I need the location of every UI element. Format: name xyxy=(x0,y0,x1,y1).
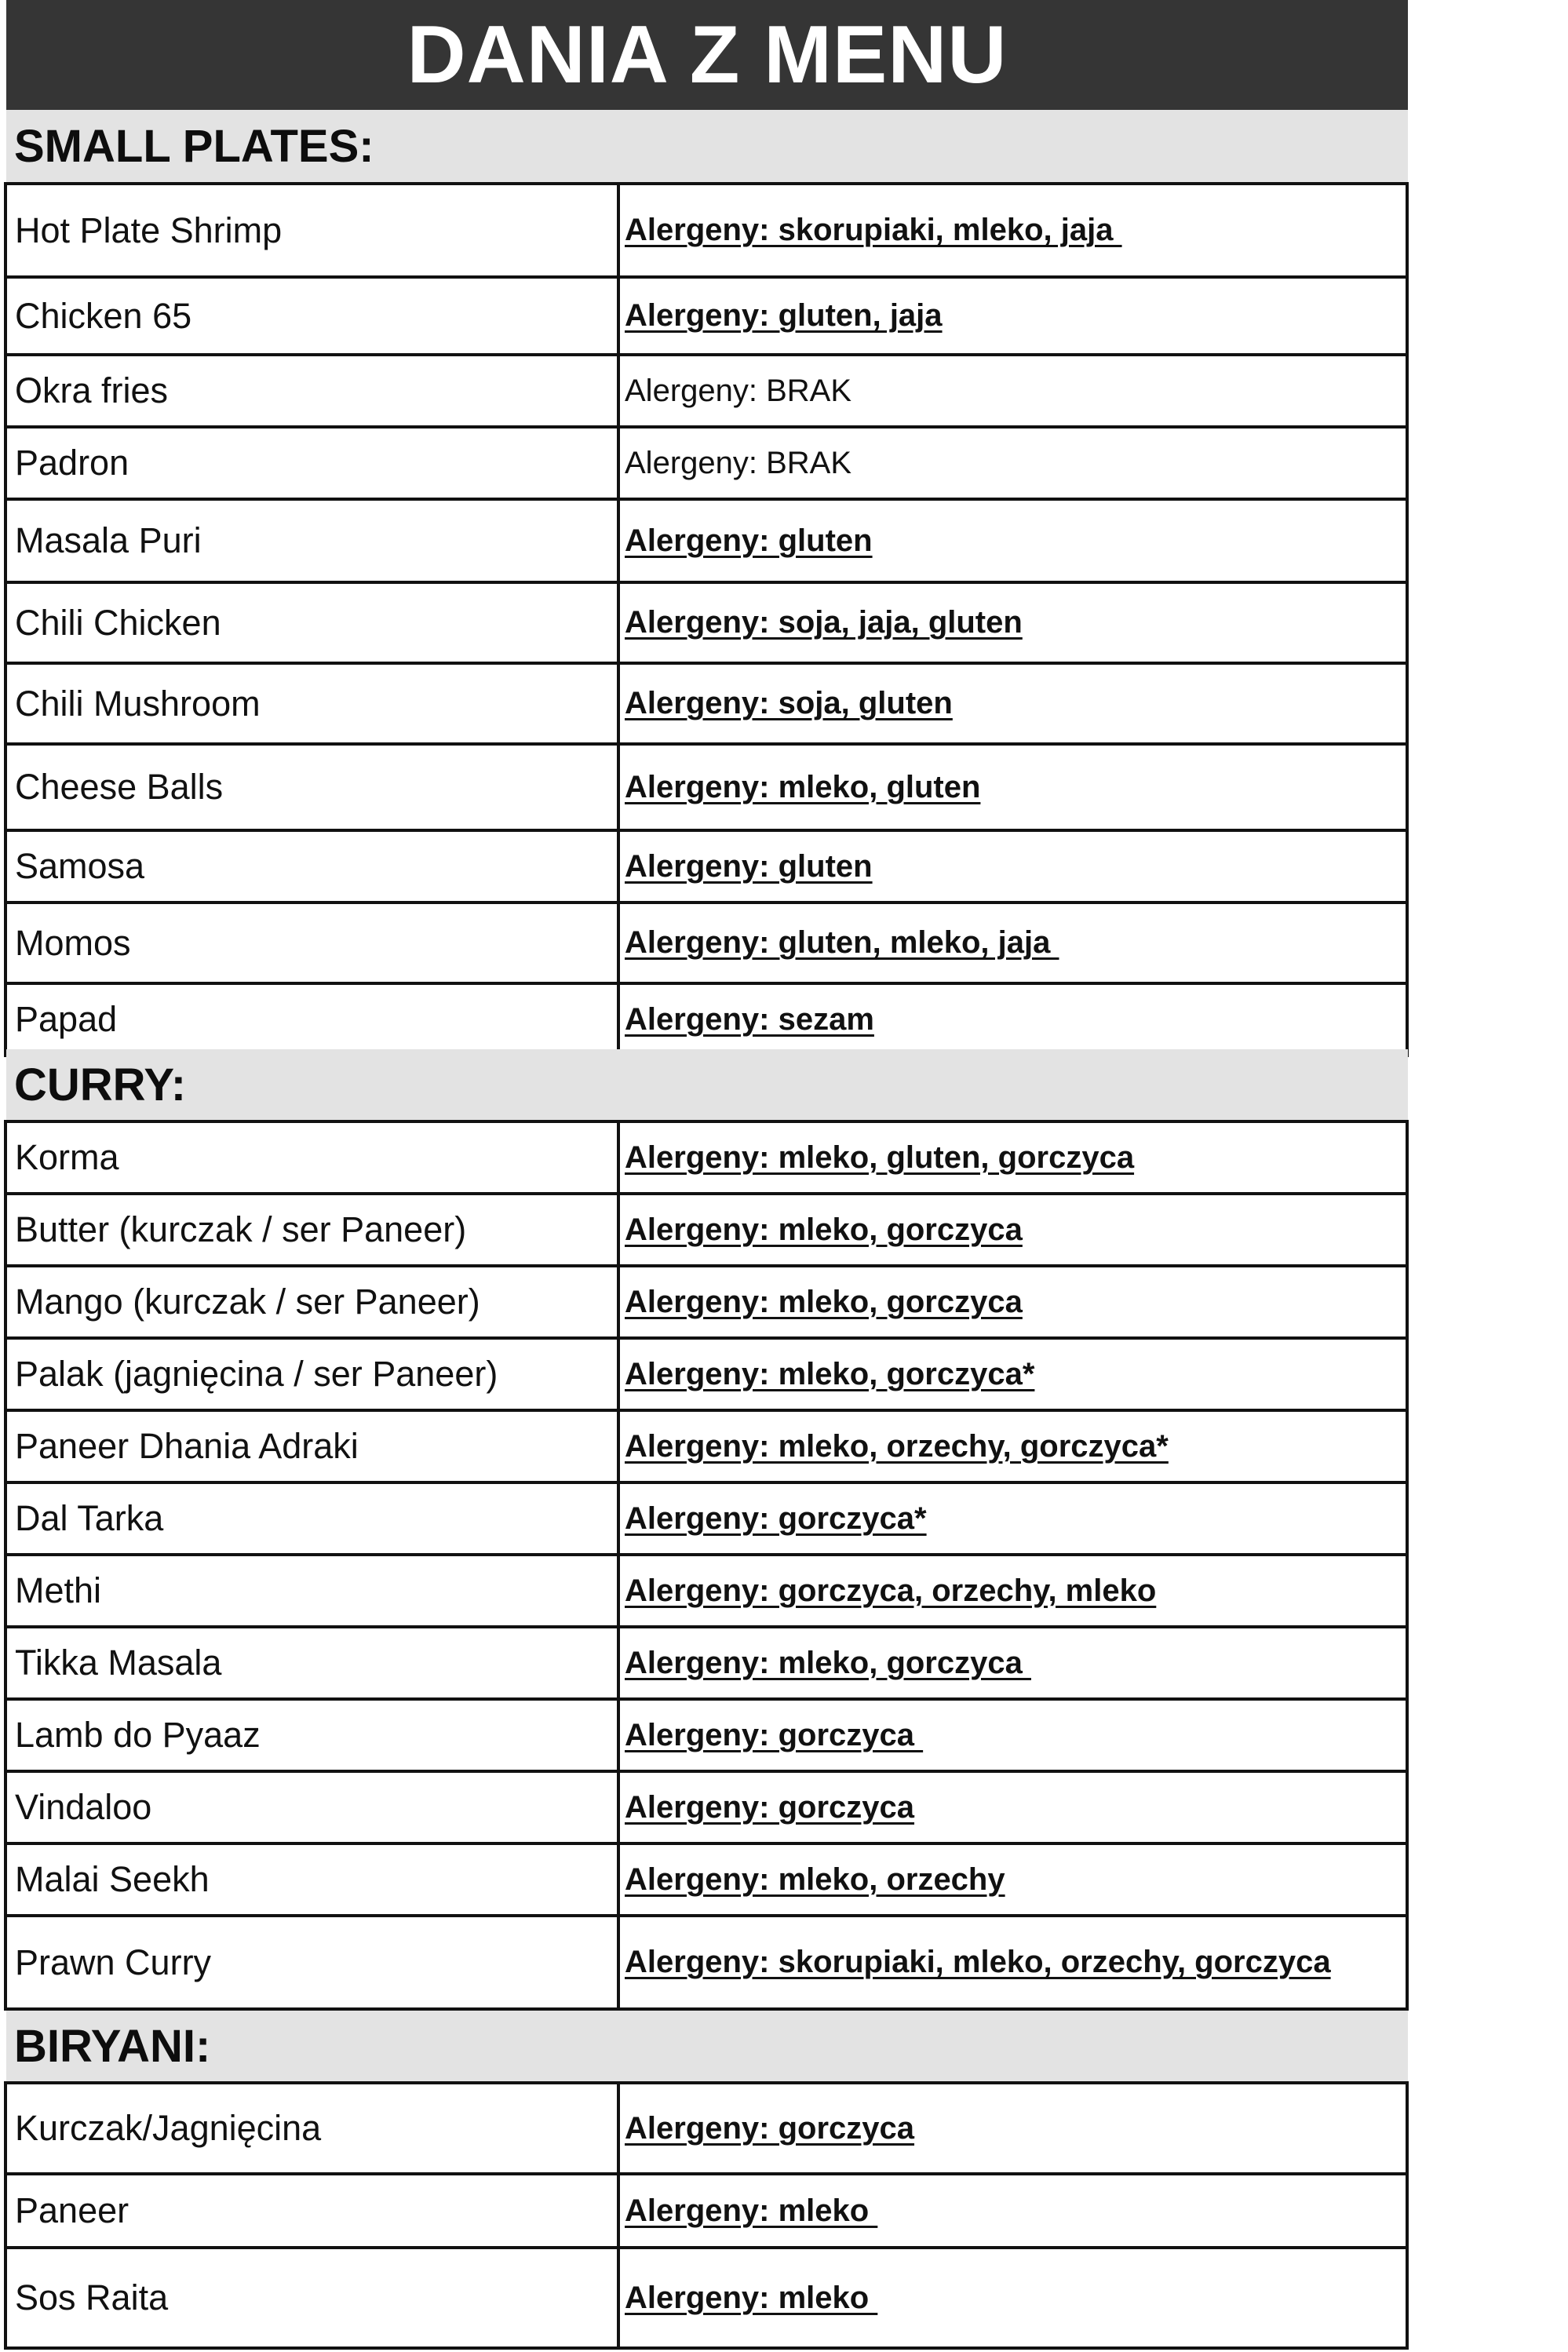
dish-name: Palak (jagnięcina / ser Paneer) xyxy=(5,1338,618,1410)
dish-name: Dal Tarka xyxy=(5,1482,618,1555)
table-row xyxy=(5,2174,1407,2248)
dish-name: Mango (kurczak / ser Paneer) xyxy=(5,1266,618,1338)
table-row xyxy=(5,1771,1407,1843)
table-row xyxy=(5,1338,1407,1410)
table-row xyxy=(5,1627,1407,1699)
dish-name: Papad xyxy=(5,983,618,1056)
dish-name: Cheese Balls xyxy=(5,744,618,830)
allergen-info: Alergeny: gluten xyxy=(618,499,1407,582)
allergen-info: Alergeny: skorupiaki, mleko, jaja xyxy=(618,184,1407,277)
table-row xyxy=(5,1916,1407,2009)
table-row xyxy=(5,184,1407,277)
dish-name: Prawn Curry xyxy=(5,1916,618,2009)
table-row xyxy=(5,277,1407,355)
table-row xyxy=(5,427,1407,499)
dish-name: Vindaloo xyxy=(5,1771,618,1843)
allergen-info: Alergeny: skorupiaki, mleko, orzechy, gorczyca xyxy=(618,1916,1407,2009)
table-row xyxy=(5,1194,1407,1266)
table-row xyxy=(5,1843,1407,1916)
dish-name: Masala Puri xyxy=(5,499,618,582)
allergen-info: Alergeny: mleko, gorczyca* xyxy=(618,1338,1407,1410)
allergen-info: Alergeny: mleko, orzechy xyxy=(618,1843,1407,1916)
allergen-info: Alergeny: gorczyca* xyxy=(618,1482,1407,1555)
allergen-info: Alergeny: mleko xyxy=(618,2174,1407,2248)
allergen-info: Alergeny: mleko, gluten xyxy=(618,744,1407,830)
allergen-info: Alergeny: mleko, gluten, gorczyca xyxy=(618,1121,1407,1194)
dish-name: Sos Raita xyxy=(5,2248,618,2348)
page-title: DANIA Z MENU xyxy=(6,0,1408,110)
dish-name: Paneer Dhania Adraki xyxy=(5,1410,618,1482)
dish-name: Korma xyxy=(5,1121,618,1194)
allergen-info: Alergeny: gorczyca xyxy=(618,2083,1407,2174)
allergen-info: Alergeny: mleko, gorczyca xyxy=(618,1194,1407,1266)
dish-name: Malai Seekh xyxy=(5,1843,618,1916)
allergen-info: Alergeny: gorczyca xyxy=(618,1771,1407,1843)
allergen-info: Alergeny: gluten, jaja xyxy=(618,277,1407,355)
allergen-info: Alergeny: mleko, gorczyca xyxy=(618,1627,1407,1699)
dish-name: Samosa xyxy=(5,830,618,903)
table-row xyxy=(5,983,1407,1056)
table-row xyxy=(5,1266,1407,1338)
allergen-info: Alergeny: sezam xyxy=(618,983,1407,1056)
allergen-info: Alergeny: mleko, gorczyca xyxy=(618,1266,1407,1338)
table-row xyxy=(5,582,1407,663)
table-row xyxy=(5,663,1407,744)
dish-name: Lamb do Pyaaz xyxy=(5,1699,618,1771)
allergen-info: Alergeny: BRAK xyxy=(618,355,1407,427)
dish-name: Okra fries xyxy=(5,355,618,427)
dish-name: Methi xyxy=(5,1555,618,1627)
table-row xyxy=(5,1410,1407,1482)
allergen-info: Alergeny: gorczyca, orzechy, mleko xyxy=(618,1555,1407,1627)
allergen-info: Alergeny: mleko, orzechy, gorczyca* xyxy=(618,1410,1407,1482)
dish-name: Momos xyxy=(5,903,618,983)
table-row xyxy=(5,1121,1407,1194)
dish-name: Chili Chicken xyxy=(5,582,618,663)
table-row xyxy=(5,1555,1407,1627)
dish-name: Chili Mushroom xyxy=(5,663,618,744)
table-row xyxy=(5,744,1407,830)
table-row xyxy=(5,1699,1407,1771)
table-row xyxy=(5,2248,1407,2348)
dish-name: Butter (kurczak / ser Paneer) xyxy=(5,1194,618,1266)
allergen-info: Alergeny: gluten xyxy=(618,830,1407,903)
section-heading: SMALL PLATES: xyxy=(6,110,1408,182)
allergen-table xyxy=(4,182,1409,1057)
table-row xyxy=(5,830,1407,903)
dish-name: Padron xyxy=(5,427,618,499)
dish-name: Paneer xyxy=(5,2174,618,2248)
table-row xyxy=(5,1482,1407,1555)
allergen-info: Alergeny: soja, gluten xyxy=(618,663,1407,744)
table-row xyxy=(5,2083,1407,2174)
dish-name: Chicken 65 xyxy=(5,277,618,355)
allergen-info: Alergeny: soja, jaja, gluten xyxy=(618,582,1407,663)
dish-name: Kurczak/Jagnięcina xyxy=(5,2083,618,2174)
allergen-info: Alergeny: mleko xyxy=(618,2248,1407,2348)
dish-name: Tikka Masala xyxy=(5,1627,618,1699)
table-row xyxy=(5,499,1407,582)
table-row xyxy=(5,355,1407,427)
allergen-table xyxy=(4,2081,1409,2350)
table-row xyxy=(5,903,1407,983)
section-heading: CURRY: xyxy=(6,1049,1408,1120)
section-heading: BIRYANI: xyxy=(6,2011,1408,2081)
dish-name: Hot Plate Shrimp xyxy=(5,184,618,277)
allergen-table xyxy=(4,1120,1409,2011)
allergen-info: Alergeny: gorczyca xyxy=(618,1699,1407,1771)
allergen-info: Alergeny: BRAK xyxy=(618,427,1407,499)
allergen-info: Alergeny: gluten, mleko, jaja xyxy=(618,903,1407,983)
